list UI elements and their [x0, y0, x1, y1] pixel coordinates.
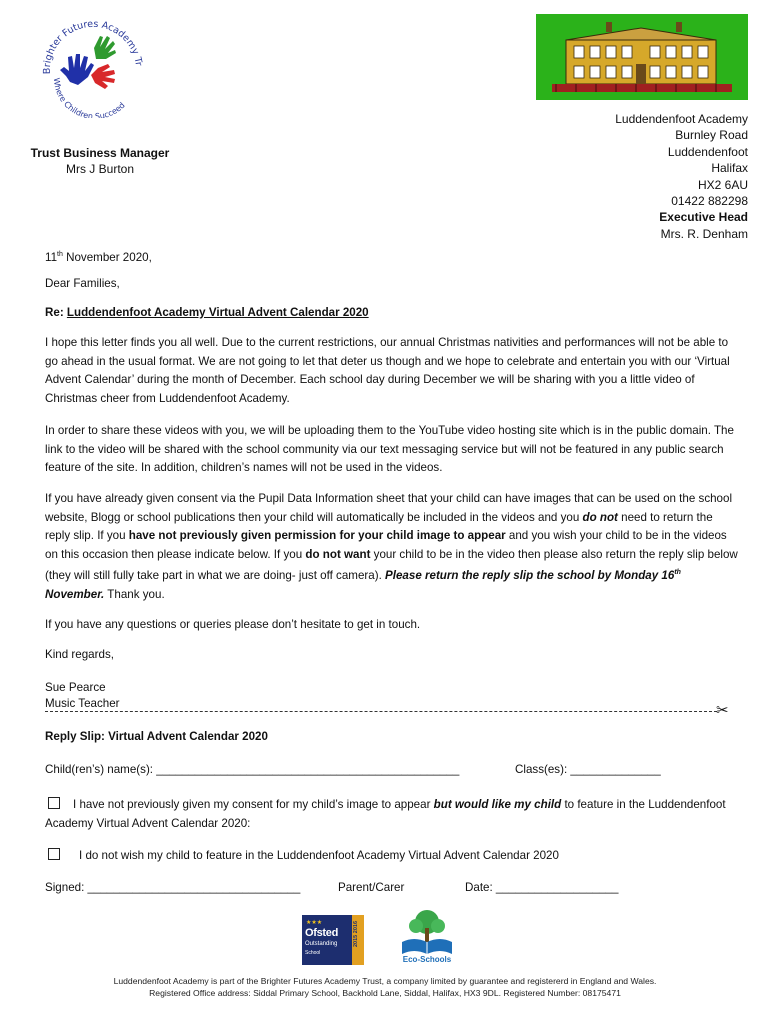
consent-return-by: Please return the reply slip the school by Monday 16 — [385, 569, 675, 583]
subject-text: Luddendenfoot Academy Virtual Advent Calendar 2020 — [66, 306, 369, 319]
no-consent-checkbox[interactable] — [48, 848, 60, 860]
manager-name: Mrs J Burton — [65, 162, 134, 177]
address-line-school: Luddendenfoot Academy — [615, 112, 748, 126]
ofsted-sub: School — [305, 950, 321, 956]
parent-carer-label: Parent/Carer — [338, 881, 405, 894]
signatory-name: Sue Pearce — [45, 681, 106, 694]
subject-label: Re: — [45, 306, 67, 319]
consent-text-3: and you wish your child to be in the videos on this occasion then please indicate below. If you — [45, 529, 727, 561]
consent-do-not: do not — [582, 510, 618, 524]
paragraph-intro: I hope this letter finds you all well. Due to the current restrictions, our annual Christmas nativities and performances will not be able to go ahead in the usual format. We are not going to let that deter us though and we hope to celebrate and entertain you with our ‘Virtual Advent Calendar’ during the month of December. Each school day during December we will be sharing with you a little video of Christmas cheer from Luddendenfoot Academy. — [45, 336, 730, 405]
manager-title: Trust Business Manager — [30, 146, 170, 160]
no-consent-option-text: I do not wish my child to feature in the Luddendenfoot Academy Virtual Advent Calendar 2020 — [79, 849, 559, 862]
children-names-field[interactable]: Child(ren’s) name(s): _______________________________________________ — [45, 763, 460, 776]
ofsted-name: Ofsted — [305, 927, 339, 939]
ofsted-outstanding-badge: ★★★ Ofsted Outstanding School 2015 2016 — [302, 915, 364, 965]
greeting: Dear Families, — [45, 277, 120, 290]
cut-line — [45, 711, 717, 712]
consent-do-not-want: do not want — [305, 547, 371, 561]
head-name: Mrs. R. Denham — [660, 226, 748, 241]
consent-not-previously: have not previously given permission for your child image to appear — [128, 529, 506, 543]
school-building-logo — [536, 14, 748, 100]
eco-schools-label: Eco-Schools — [402, 955, 452, 964]
consent-thanks: Thank you. — [104, 587, 165, 601]
footer — [0, 975, 770, 1000]
consent-text-1: If you have already given consent via the Pupil Data Information sheet that your child can have images that can be used on the school website, Blogg or school publications then your child will automatically be included in the videos and you — [45, 492, 733, 524]
letter-date — [45, 246, 740, 267]
footer-line-1: Luddendenfoot Academy is part of the Brighter Futures Academy Trust, a company limited by guarantee and registererd in England and Wales. — [113, 976, 657, 986]
paragraph-questions: If you have any questions or queries please don’t hesitate to get in touch. — [45, 618, 421, 631]
paragraph-consent — [45, 490, 740, 604]
consent-text-4: your child to be in the video then please also return the reply slip below (they will still fully take part in what we are doing- just off camera). — [45, 547, 738, 583]
svg-text:Where Children Succeed — [52, 77, 127, 118]
paragraph-youtube: In order to share these videos with you, we will be uploading them to the YouTube video hosting site which is in the public domain. The link to the video will be shared with the school community via our text messaging service but will not be featured in any public search feature of the site. In addition, children’s names will not be used in the videos. — [45, 424, 734, 475]
kind-regards: Kind regards, — [45, 648, 114, 661]
date-field[interactable]: Date: ___________________ — [465, 881, 619, 894]
trust-logo — [36, 18, 148, 118]
footer-line-2: Registered Office address: Siddal Primary School, Backhold Lane, Siddal, Halifax, HX3 9DL. Registered Number: 08175471 — [149, 988, 621, 999]
address-line-town: Halifax — [711, 161, 748, 176]
option1-text-2: to feature in the Luddendenfoot Academy Virtual Advent Calendar 2020: — [45, 798, 726, 830]
address-line-postcode: HX2 6AU — [697, 177, 748, 192]
consent-text-2: need to return the reply slip. If you — [45, 510, 713, 543]
trust-business-manager — [30, 145, 170, 178]
signatory-role: Music Teacher — [45, 697, 120, 710]
address-line-village: Luddendenfoot — [667, 144, 748, 159]
eco-schools-logo — [394, 908, 460, 968]
consent-option-text — [45, 796, 740, 833]
class-field[interactable]: Class(es): ______________ — [515, 763, 661, 776]
school-address — [615, 111, 748, 242]
option1-emphasis: but would like my child — [433, 798, 562, 811]
date-suffix: th — [57, 251, 63, 258]
ofsted-years: 2015 2016 — [353, 921, 359, 947]
trust-logo-text-top: Brighter Futures Academy Tr — [41, 18, 144, 75]
signed-field[interactable]: Signed: _________________________________ — [45, 881, 301, 894]
date-day: 11 — [45, 250, 58, 264]
consent-return-month: November. — [45, 587, 105, 601]
date-rest: November 2020, — [62, 250, 152, 264]
ofsted-grade: Outstanding — [305, 941, 338, 947]
option1-text-1: I have not previously given my consent for my child’s image to appear — [73, 798, 434, 811]
letter-subject — [45, 304, 740, 323]
consent-return-suffix: th — [674, 569, 681, 577]
trust-logo-text-bottom: Where Children Succeed — [51, 77, 127, 118]
reply-slip-title: Reply Slip: Virtual Advent Calendar 2020 — [45, 730, 268, 743]
head-title: Executive Head — [659, 210, 748, 225]
address-line-road: Burnley Road — [675, 128, 748, 143]
scissors-icon: ✂ — [716, 702, 729, 719]
address-line-phone: 01422 882298 — [671, 194, 748, 209]
